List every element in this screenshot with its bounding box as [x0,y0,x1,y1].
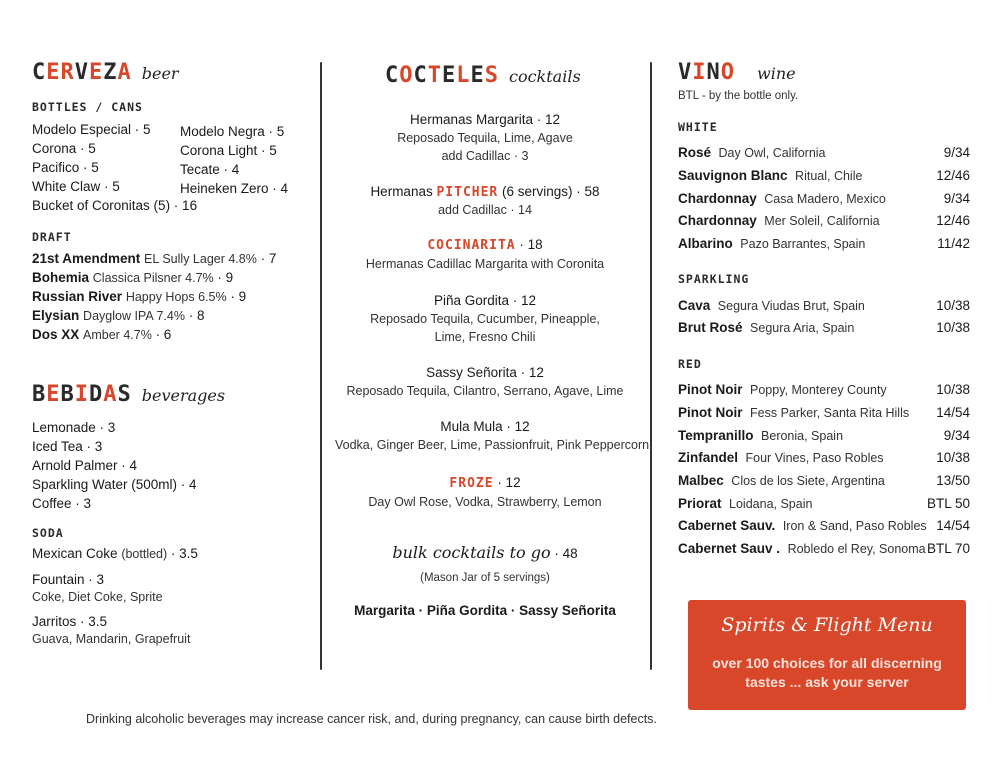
wine-item: Albarino Pazo Barrantes, Spain 11/42 [678,236,970,251]
cerveza-subtitle: beer [141,64,179,83]
bottles-heading: BOTTLES / CANS [32,100,143,114]
wine-item: Tempranillo Beronia, Spain 9/34 [678,428,970,443]
wine-item: Sauvignon Blanc Ritual, Chile 12/46 [678,168,970,183]
draft-item: Bohemia Classica Pilsner 4.7% · 9 [32,270,234,285]
spirits-text: over 100 choices for all discerning tastes ... ask your server [712,655,942,690]
btl-note: BTL - by the bottle only. [678,90,799,102]
spirits-title: Spirits & Flight Menu [721,614,933,636]
wine-item: Brut Rosé Segura Aria, Spain 10/38 [678,320,970,335]
cocktail-sassy-senorita: Sassy Señorita · 12 [426,365,544,380]
draft-item: Elysian Dayglow IPA 7.4% · 8 [32,308,205,323]
cocktail-hermanas-margarita: Hermanas Margarita · 12 [409,112,561,127]
draft-heading: DRAFT [32,230,72,244]
cocktail-mula-mula: Mula Mula · 12 [440,419,530,434]
cocktail-cocinarita: COCINARITA · 18 [427,237,543,253]
column-divider-right [650,62,652,670]
beverage-item: Lemonade · 3 [32,420,116,435]
beer-item: Pacifico · 5 [32,160,99,175]
cocteles-subtitle: cocktails [509,67,581,86]
beer-item: Modelo Especial · 5 [32,122,151,137]
wine-item: Cabernet Sauv. Iron & Sand, Paso Robles 14/54 [678,518,970,533]
bebidas-subtitle: beverages [141,386,226,405]
beer-item: Corona Light · 5 [180,143,277,158]
bebidas-title: BEBIDAS beverages [32,382,226,407]
beverage-item: Iced Tea · 3 [32,439,103,454]
beer-item: Bucket of Coronitas (5) · 16 [32,198,198,213]
soda-item-fountain: Fountain · 3 [32,572,105,587]
wine-item: Chardonnay Mer Soleil, California 12/46 [678,213,970,228]
draft-item: 21st Amendment EL Sully Lager 4.8% · 7 [32,251,277,266]
cocktail-hermanas-pitcher: Hermanas PITCHER (6 servings) · 58 [370,184,600,200]
health-warning: Drinking alcoholic beverages may increase cancer risk, and, during pregnancy, can cause birth defects. [86,712,657,726]
beverage-item: Sparkling Water (500ml) · 4 [32,477,197,492]
cocktail-desc: Hermanas Cadillac Margarita with Coronita [365,257,605,271]
draft-item: Russian River Happy Hops 6.5% · 9 [32,289,247,304]
cocktail-desc: Day Owl Rose, Vodka, Strawberry, Lemon [368,495,602,509]
soda-heading: SODA [32,526,64,540]
beer-item: Modelo Negra · 5 [180,124,285,139]
sparkling-heading: SPARKLING [678,272,750,286]
soda-item-fountain-desc: Coke, Diet Coke, Sprite [32,590,163,604]
beverage-item: Coffee · 3 [32,496,92,511]
cocktail-froze: FROZE · 12 [449,475,521,491]
beer-item: White Claw · 5 [32,179,120,194]
beverage-item: Arnold Palmer · 4 [32,458,138,473]
cocktail-desc: add Cadillac · 3 [441,149,529,163]
soda-item-mexican-coke: Mexican Coke (bottled) · 3.5 [32,546,198,561]
cerveza-title: CERVEZA beer [32,60,179,85]
vino-subtitle: wine [757,64,796,83]
wine-item: Pinot Noir Fess Parker, Santa Rita Hills 14/54 [678,405,970,420]
column-divider-left [320,62,322,670]
draft-item: Dos XX Amber 4.7% · 6 [32,327,172,342]
cocktail-pina-gordita: Piña Gordita · 12 [433,293,537,308]
cocktail-desc: Lime, Fresno Chili [434,330,536,344]
bulk-cocktails-title: bulk cocktails to go · 48 [392,543,578,562]
soda-item-jarritos: Jarritos · 3.5 [32,614,108,629]
wine-item: Cava Segura Viudas Brut, Spain 10/38 [678,298,970,313]
spirits-flight-banner [688,600,966,710]
wine-item: Cabernet Sauv . Robledo el Rey, Sonoma BTL 70 [678,541,970,556]
soda-item-jarritos-desc: Guava, Mandarin, Grapefruit [32,632,191,646]
bulk-cocktails-options: Margarita · Piña Gordita · Sassy Señorita [354,603,616,618]
cocktail-desc: Reposado Tequila, Lime, Agave [397,131,573,145]
wine-item: Malbec Clos de los Siete, Argentina 13/50 [678,473,970,488]
wine-item: Chardonnay Casa Madero, Mexico 9/34 [678,191,970,206]
cocteles-title: COCTELES cocktails [385,63,581,88]
wine-item: Rosé Day Owl, California 9/34 [678,145,970,160]
vino-title: VINO wine [678,60,796,85]
wine-item: Zinfandel Four Vines, Paso Robles 10/38 [678,450,970,465]
cocktail-desc: Vodka, Ginger Beer, Lime, Passionfruit, Pink Peppercorn [335,438,650,452]
beer-item: Heineken Zero · 4 [180,181,289,196]
beer-item: Corona · 5 [32,141,96,156]
white-heading: WHITE [678,120,718,134]
cocktail-desc: Reposado Tequila, Cucumber, Pineapple, [370,312,600,326]
cocktail-desc: add Cadillac · 14 [438,203,532,217]
bulk-cocktails-note: (Mason Jar of 5 servings) [420,572,550,584]
red-heading: RED [678,357,702,371]
cocktail-desc: Reposado Tequila, Cilantro, Serrano, Agave, Lime [346,384,624,398]
wine-item: Pinot Noir Poppy, Monterey County 10/38 [678,382,970,397]
wine-item: Priorat Loidana, Spain BTL 50 [678,496,970,511]
beer-item: Tecate · 4 [180,162,240,177]
